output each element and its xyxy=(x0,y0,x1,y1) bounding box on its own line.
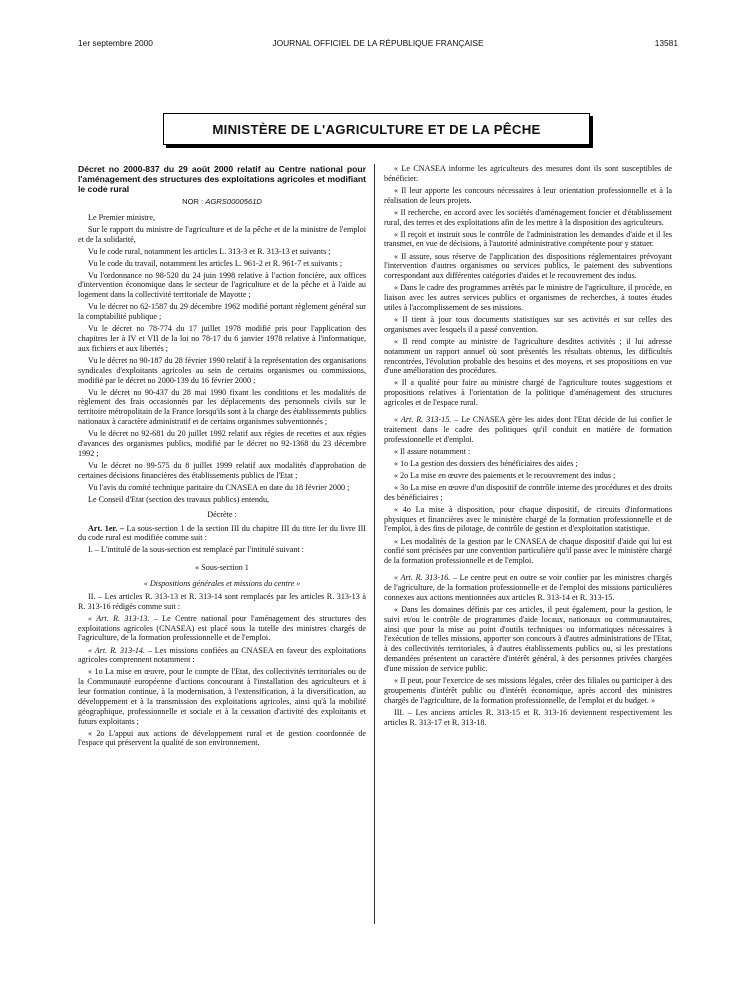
article-r313-13-text: – Le Centre national pour l'aménagement des structures des exploitations agricoles (CNASEA) est placé sous la tutelle des ministres chargés de l'agriculture, de la formation professionnelle et de l'emploi. xyxy=(78,613,366,643)
visa-paragraph: Vu le décret no 90-437 du 28 mai 1990 fixant les conditions et les modalités de règlement des frais occasionnés par les déplacements des personnels civils sur le territoire métropolitain de la France lorsqu'ils sont à la charge des établissements publics nationaux à caractère administratif et de certains organismes subventionnés ; xyxy=(78,387,366,427)
article-1 xyxy=(78,524,366,544)
visa-paragraph: Vu l'ordonnance no 98-520 du 24 juin 1998 relative à l'action foncière, aux offices d'intervention économique dans le secteur de l'agriculture et de la pêche et à l'aide au logement dans la collectivité territoriale de Mayotte ; xyxy=(78,270,366,300)
visa-paragraph: Vu le décret no 62-1587 du 29 décembre 1962 modifié portant règlement général sur la comptabilité publique ; xyxy=(78,302,366,322)
nor-code: AGRS0000561D xyxy=(205,196,262,206)
mission-item: « 2o L'appui aux actions de développement rural et de gestion coordonnée de l'espace qui préservent la qualité de son environnement. xyxy=(78,728,366,748)
left-column xyxy=(78,164,366,751)
body-paragraph: « Il reçoit et instruit sous le contrôle de l'administration les demandes d'aide et il les transmet, en vue de décisions, à l'autorité administrative compétente pour y statuer. xyxy=(384,229,672,249)
visa-paragraph: Vu le décret no 99-575 du 8 juillet 1999 relatif aux modalités d'approbation de certaines décisions financières des établissements publics de l'Etat ; xyxy=(78,460,366,480)
header-page-number: 13581 xyxy=(654,38,678,48)
sous-section-heading: « Sous-section 1 xyxy=(195,563,249,573)
article-r313-16-text: – Le centre peut en outre se voir confier par les ministres chargés de l'agriculture, de la formation professionnelle et de l'emploi des missions particulières connexes aux actions mentionnées aux articles R. 313-14 et R. 313-15. xyxy=(384,573,672,602)
article-r313-16-label: « Art. R. 313-16. xyxy=(394,573,451,583)
visa-paragraph: Vu le code du travail, notamment les articles L. 961-2 et R. 961-7 et suivants ; xyxy=(88,258,343,268)
article-r313-15-text: – Le CNASEA gère les aides dont l'Etat décide de lui confier le traitement dans le cadre des politiques qu'il conduit en matière de formation professionnelle et d'emploi. xyxy=(384,415,672,444)
visa-paragraph: Vu le code rural, notamment les articles L. 313-3 et R. 313-13 et suivants ; xyxy=(88,246,331,256)
sous-section-title: « Dispositions générales et missions du centre » xyxy=(143,579,301,589)
page-header xyxy=(78,38,678,52)
article-r313-14-text: – Les missions confiées au CNASEA en faveur des exploitations agricoles comprennent notamment : xyxy=(78,645,366,665)
header-date: 1er septembre 2000 xyxy=(78,38,153,48)
body-paragraph: « Le CNASEA informe les agriculteurs des mesures dont ils sont susceptibles de bénéficier. xyxy=(384,164,672,183)
article-r313-15 xyxy=(384,415,672,445)
body-paragraph: « Il peut, pour l'exercice de ses missions légales, créer des filiales ou participer à des groupements d'intérêt public ou d'intérêt économique, après accord des ministres chargés de l'agriculture, de la formation professionnelle, de l'emploi et du budget. » xyxy=(384,676,672,705)
article-r313-15-label: « Art. R. 313-15. xyxy=(394,415,452,425)
ministry-title: MINISTÈRE DE L'AGRICULTURE ET DE LA PÊCHE xyxy=(212,121,541,137)
body-paragraph: « Dans le cadre des programmes arrêtés par le ministre de l'agriculture, il procède, en liaison avec les autres services publics et organismes de recherches, à toutes études utiles à l'accomplissement de ses missions. xyxy=(384,283,672,312)
decrete-heading: Décrète : xyxy=(207,509,237,519)
paragraph-II: II. – Les articles R. 313-13 et R. 313-14 sont remplacés par les articles R. 313-13 à R. 313-16 rédigés comme suit : xyxy=(78,591,366,611)
article-r313-13-label: « Art. R. 313-13. xyxy=(88,613,150,623)
body-paragraph: « Il assure, sous réserve de l'application des dispositions réglementaires prévoyant l'intervention d'autres organismes ou services publics, le paiement des subventions correspondant aux différentes catégories d'aides et le recouvrement des indus. xyxy=(384,251,672,281)
nor-reference xyxy=(78,197,366,207)
decree-title: Décret no 2000-837 du 29 août 2000 relatif au Centre national pour l'aménagement des structures des exploitations agricoles et modifiant le code rural xyxy=(78,164,366,195)
paragraph-III: III. – Les anciens articles R. 313-15 et R. 313-16 deviennent respectivement les articles R. 313-17 et R. 313-18. xyxy=(384,707,672,727)
column-divider xyxy=(374,164,375,924)
visa-paragraph: Vu le décret no 90-187 du 28 février 1990 relatif à la représentation des organisations syndicales d'exploitants agricoles au sein de certains organismes ou commissions, modifié par le décret no 2000-139 du 16 février 2000 ; xyxy=(78,355,366,385)
nor-label: NOR : xyxy=(182,196,204,206)
body-paragraph: « Dans les domaines définis par ces articles, il peut également, pour la gestion, le suivi et/ou le contrôle de programmes d'aide locaux, nationaux ou communautaires, ainsi que pour la mise au point d'outils techniques ou informatiques nécessaires à l'exécution de telles missions, apporter son concours à d'autres administrations de l'Etat, à des collectivités territoriales, à d'autres établissements publics ou, si les prestations demandées présentent un caractère d'intérêt général, à des personnes privées chargées d'une mission de service public. xyxy=(384,604,672,673)
paragraph-I: I. – L'intitulé de la sous-section est remplacé par l'intitulé suivant : xyxy=(88,545,304,555)
body-paragraph: « 2o La mise en œuvre des paiements et le recouvrement des indus ; xyxy=(394,470,616,480)
body-paragraph: « Il a qualité pour faire au ministre chargé de l'agriculture toutes suggestions et propositions relatives à l'orientation de la politique d'aménagement des structures agricoles et de l'espace rural. xyxy=(384,378,672,408)
body-paragraph: « Il leur apporte les concours nécessaires à leur orientation professionnelle et à la réalisation de leurs projets. xyxy=(384,185,672,205)
premier-ministre: Le Premier ministre, xyxy=(88,212,156,222)
body-paragraph: « Il tient à jour tous documents statistiques sur ses activités et sur celles des organismes avec lesquels il a passé convention. xyxy=(384,314,672,334)
article-r313-16 xyxy=(384,573,672,603)
visa-paragraph: Vu le décret no 92-681 du 20 juillet 1992 relatif aux régies de recettes et aux régies d'avances des organismes publics, modifié par le décret no 92-1368 du 23 décembre 1992 ; xyxy=(78,429,366,458)
article-1-text: La sous-section 1 de la section III du chapitre III du titre Ier du livre III du code rural est modifiée comme suit : xyxy=(78,523,366,543)
visa-paragraph: Vu le décret no 78-774 du 17 juillet 1978 modifié pris pour l'application des chapitres Ier à IV et VII de la loi no 78-17 du 6 janvier 1978 relative à l'informatique, aux fichiers et aux libertés ; xyxy=(78,324,366,353)
header-journal-title: JOURNAL OFFICIEL DE LA RÉPUBLIQUE FRANÇAISE xyxy=(272,38,484,48)
ministry-banner xyxy=(163,113,590,145)
article-r313-14 xyxy=(78,646,366,666)
body-paragraph: « 3o La mise en œuvre d'un dispositif de contrôle interne des procédures et des droits des bénéficiaires ; xyxy=(384,482,672,502)
article-r313-14-label: « Art. R. 313-14. xyxy=(88,645,145,655)
body-paragraph: « 1o La gestion des dossiers des bénéficiaires des aides ; xyxy=(394,458,578,468)
visa-paragraph: Le Conseil d'Etat (section des travaux publics) entendu, xyxy=(88,494,270,504)
body-paragraph: « Il rend compte au ministre de l'agriculture desdites activités ; il lui adresse notamment un rapport annuel où sont présentés les résultats obtenus, les difficultés rencontrées, l'évolution probable des besoins et des moyens, et ses propositions en vue d'une amélioration des procédures. xyxy=(384,336,672,376)
right-column xyxy=(384,164,672,730)
visa-paragraph: Vu l'avis du comité technique paritaire du CNASEA en date du 18 février 2000 ; xyxy=(88,482,350,492)
article-r313-13 xyxy=(78,614,366,644)
visa-paragraph: Sur le rapport du ministre de l'agriculture et de la pêche et de la ministre de l'emploi et de la solidarité, xyxy=(78,224,366,244)
body-paragraph: « Les modalités de la gestion par le CNASEA de chaque dispositif d'aide qui lui est confié sont précisées par une convention particulière qu'il passe avec le ministère chargé de la formation professionnelle et de l'emploi. xyxy=(384,536,672,566)
body-paragraph: « 4o La mise à disposition, pour chaque dispositif, de circuits d'informations physiques et financières avec le ministère chargé de la formation professionnelle et de l'emploi, à des fins de pilotage, de contrôle de gestion et d'exploitation statistique. xyxy=(384,504,672,534)
body-paragraph: « Il assure notamment : xyxy=(394,446,471,456)
body-paragraph: « Il recherche, en accord avec les sociétés d'aménagement foncier et d'établissement rural, des terres et des exploitations afin de les mettre à la disposition des agriculteurs. xyxy=(384,207,672,227)
mission-item: « 1o La mise en œuvre, pour le compte de l'Etat, des collectivités territoriales ou de la Communauté européenne d'actions concourant à l'installation des agriculteurs et à leur formation continue, à la modernisation, à l'extensification, à la diversification, au développement et à la transmission des exploitations agricoles, ainsi qu'à la mobilité géographique, professionnelle et sociale et à la cessation d'activité des exploitants et futurs exploitants ; xyxy=(78,667,366,726)
article-1-label: Art. 1er. – xyxy=(88,523,124,533)
